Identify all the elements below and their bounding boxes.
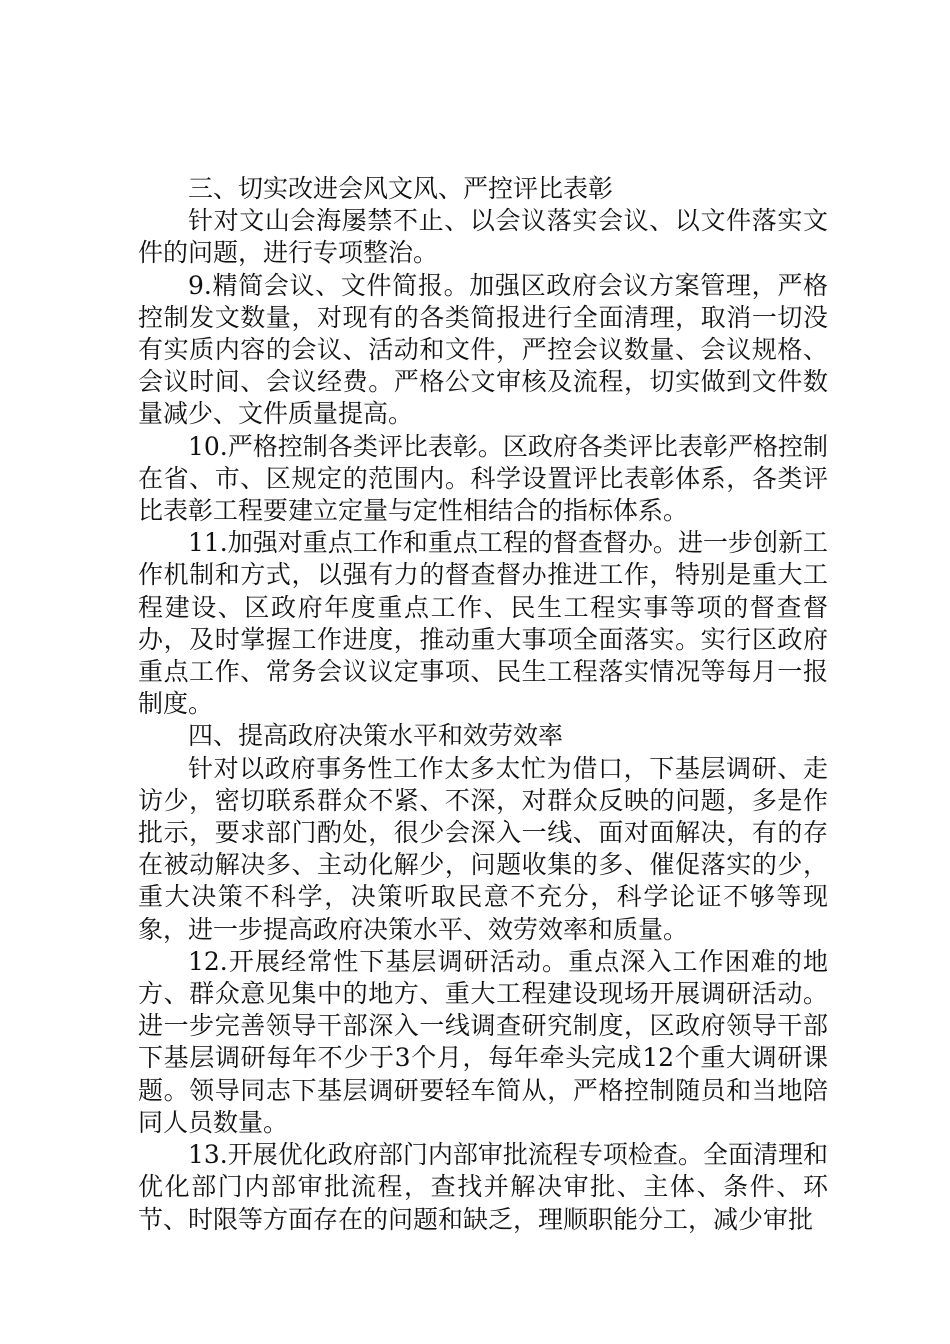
section-intro-3: 针对文山会海屡禁不止、以会议落实会议、以文件落实文件的问题，进行专项整治。	[138, 206, 828, 268]
item-11: 11.加强对重点工作和重点工程的督查督办。进一步创新工作机制和方式，以强有力的督查督办推进工作，特别是重大工程建设、区政府年度重点工作、民生工程实事等项的督查督办，及时掌握工作进度，推动重大事项全面落实。实行区政府重点工作、常务会议议定事项、民生工程落实情况等每月一报制度。	[138, 528, 828, 719]
item-10: 10.严格控制各类评比表彰。区政府各类评比表彰严格控制在省、市、区规定的范围内。科学设置评比表彰体系，各类评比表彰工程要建立定量与定性相结合的指标体系。	[138, 431, 828, 526]
item-13: 13.开展优化政府部门内部审批流程专项检查。全面清理和优化部门内部审批流程，查找并解决审批、主体、条件、环节、时限等方面存在的问题和缺乏，理顺职能分工，减少审批	[138, 1140, 828, 1234]
section-heading-3: 三、切实改进会风文风、严控评比表彰	[188, 174, 614, 203]
item-9: 9.精简会议、文件简报。加强区政府会议方案管理，严格控制发文数量，对现有的各类简报进行全面清理，取消一切没有实质内容的会议、活动和文件，严控会议数量、会议规格、会议时间、会议经费。严格公文审核及流程，切实做到文件数量减少、文件质量提高。	[138, 270, 828, 429]
item-12: 12.开展经常性下基层调研活动。重点深入工作困难的地方、群众意见集中的地方、重大工程建设现场开展调研活动。进一步完善领导干部深入一线调查研究制度，区政府领导干部下基层调研每年不少于3个月，每年牵头完成12个重大调研课题。领导同志下基层调研要轻车简从，严格控制随员和当地陪同人员数量。	[138, 946, 828, 1137]
document-page	[138, 173, 828, 1236]
section-heading-4: 四、提高政府决策水平和效劳效率	[188, 721, 564, 751]
section-intro-4: 针对以政府事务性工作太多太忙为借口，下基层调研、走访少，密切联系群众不紧、不深，对群众反映的问题，多是作批示，要求部门酌处，很少会深入一线、面对面解决，有的存在被动解决多、主动化解少，问题收集的多、催促落实的少，重大决策不科学，决策听取民意不充分，科学论证不够等现象，进一步提高政府决策水平、效劳效率和质量。	[138, 753, 828, 944]
